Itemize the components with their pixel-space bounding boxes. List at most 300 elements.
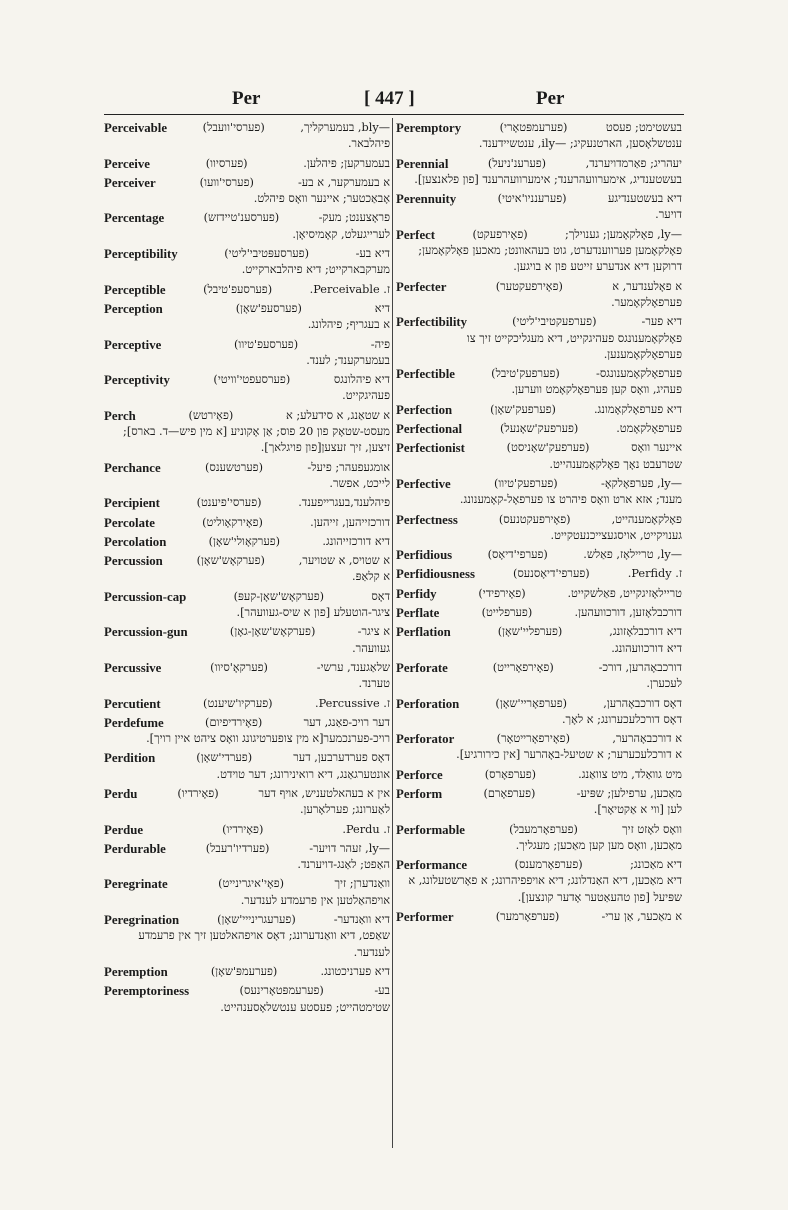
pronunciation: (פערענ'ניעל) [487,156,547,170]
entry-first-line [104,822,390,838]
dictionary-entry [104,786,390,819]
headword: Perch [104,408,136,423]
entry-first-line [104,534,390,550]
headword: Perdition [104,751,156,766]
definition-continuation: שטרעבט נאָך פאָלקאָמענהייט. [549,457,682,471]
entry-first-line [396,512,682,528]
dictionary-entry [396,547,682,563]
dictionary-entry [396,909,682,925]
definition-continuation: אויפהאַלטען אין פרעמדע לענדער. [240,893,390,907]
entry-first-line [396,566,682,582]
page-header [0,88,788,114]
definition-start: בעשטימט; פעסט [605,121,682,134]
headword: Peremption [104,964,168,979]
definition-continuation: דיא מאַכען, דיא האַנדלונג; דיא אויפפיהרונג; א פאָרשטעלונג, א שפּיעל [פון טהעאַטער אָדער קונצען]. [408,874,682,904]
definition-start: א שטויס, א שטויער, [298,554,390,568]
dictionary-entry [104,876,390,909]
pronunciation: (פאָירטש) [188,408,234,422]
dictionary-entry [396,279,682,312]
entry-first-line [396,586,682,602]
definition-start: פערפאָלקאָמט. [616,422,682,436]
definition-continuation: מענד; אזא ארט וואָס פיהרט צו פערפאָל-קאָמענונג. [459,493,682,507]
headword: Perfectibility [396,315,468,330]
headword: Percussion-gun [104,625,188,640]
definition-start: א מאַכער, אַן ערי- [601,910,682,924]
definition-start: א פאָלענדער, א [612,279,682,293]
entry-first-line [104,589,390,605]
definition-start: דאָס פערדערבען, דער [293,751,390,765]
dictionary-entry [396,624,682,657]
entry-first-line [104,696,390,712]
definition-continuation: לאַערונג; פערלאָרען. [299,803,390,817]
entry-first-line [396,402,682,418]
headword: Perforce [396,767,443,782]
definition-start: א דורכבאָהרער, [612,732,682,746]
dictionary-entry [104,964,390,980]
headword: Perfect [396,227,436,242]
headword: Perforator [396,732,455,747]
dictionary-entry [104,515,390,531]
entry-first-line [104,624,390,640]
definition-start: בעמערקען; פיהלען. [303,156,390,170]
entry-first-line [104,715,390,731]
entry-first-line [396,660,682,676]
pronunciation: (פערפאָרמער) [495,910,560,924]
definition-start: דער רויכ-פאַנג, דער [303,715,390,729]
definition-start: דיא פערפאָלקאָמונג. [593,402,682,416]
definition-start: דיא פער- [641,315,682,329]
dictionary-entry [104,553,390,586]
headword: Performable [396,822,465,837]
dictionary-entry [104,175,390,208]
pronunciation: (פערדיו'רעבל) [205,841,270,855]
pronunciation: (פערעמפּטאָרינעס) [239,984,324,998]
entry-first-line [396,279,682,295]
headword: Percussive [104,660,162,675]
definition-continuation: טערנד. [358,677,390,691]
entry-first-line [104,876,390,892]
definition-continuation: שטימטהייט; פעסטע ענטשלאָסענהייט. [220,1000,390,1014]
headword: Perfidious [396,548,453,563]
headword: Perdefume [104,715,164,730]
pronunciation: (פערפאָרם) [483,786,536,800]
pronunciation: (פערקאָולי'שאָן) [208,534,281,548]
definition-continuation: דאָס דורכלעכערונג; א לאָך. [561,712,682,726]
definition-start: יעהריג; פאַרמדויערנד, [585,156,682,170]
dictionary-entry [396,421,682,437]
definition-start: אין א בעהאלטעניש, אויף דער [258,786,390,800]
definition-start: דיא דורכזייהונג. [322,534,390,548]
dictionary-entry [104,495,390,511]
entry-first-line [104,750,390,766]
pronunciation: (פערקאָש'שאָן-גאָן) [229,625,316,639]
definition-start: דורכזייהען, זייהען. [310,515,390,529]
headword: Percentage [104,211,165,226]
pronunciation: (פערענניו'איטי) [497,192,567,206]
entry-first-line [104,912,390,928]
dictionary-entry [104,534,390,550]
pronunciation: (פערסי'וועו) [199,175,254,189]
definition-continuation: שאַפט, דיא וואַנדערונג; דאָס אויפהאלטען זיך אין פרעמדע לענדער. [138,929,390,959]
dictionary-entry [396,566,682,582]
headword: Performance [396,858,468,873]
entry-first-line [104,460,390,476]
dictionary-entry [396,440,682,473]
entry-first-line [396,547,682,563]
entry-first-line [396,822,682,838]
entry-first-line [104,786,390,802]
headword: Perfection [396,402,453,417]
definition-start: ז. Percussive. [315,696,390,710]
definition-start: דאָס דורכבאָהרען, [603,696,682,710]
definition-start: —ly, טריילאָז, פאַלש. [583,548,682,562]
dictionary-entry [104,696,390,712]
pronunciation: (פערפעק'טיבל) [491,367,560,381]
pronunciation: (פאָירדיפיום) [205,715,263,729]
headword: Perdue [104,822,144,837]
definition-start: א שטאַנג, א סידעלע; א [285,408,390,422]
pronunciation: (פערפעק'טיוו) [494,476,558,490]
definition-continuation: א דורכלעכערער; א שטיעל-באָהרער [אין כירורגיע]. [456,748,682,762]
pronunciation: (פאָירפעקטער) [495,279,563,293]
pronunciation: (פערפי'דיאָס) [487,548,548,562]
entry-first-line [396,909,682,925]
pronunciation: (פערפליי'שאָן) [497,625,563,639]
entry-first-line [396,421,682,437]
definition-continuation: פיהלבאר. [347,137,390,151]
entry-first-line [396,731,682,747]
pronunciation: (פערסעפ'טיוו) [234,337,299,351]
dictionary-entry [396,586,682,602]
pronunciation: (פערעמפּטאָרי) [499,121,568,134]
headword: Perceivable [104,121,168,135]
headword: Percussion [104,554,163,569]
dictionary-entry [396,767,682,783]
dictionary-entry [396,857,682,906]
definition-continuation: מערקבארקייט; דיא פיהלבארקייט. [241,263,390,277]
headword: Percolation [104,534,167,549]
dictionary-entry [104,282,390,298]
definition-continuation: ציגר-הוטעלע [פון א שיס-געוועהר]. [236,606,390,620]
dictionary-entry [104,156,390,172]
headword: Perceptive [104,337,162,352]
definition-start: טריילאָזיגקייט, פאַלשקייט. [567,586,682,600]
definition-continuation: גענויקייט, אויסגעצייכנעטקייט. [550,528,682,542]
definition-continuation: פאָלקאָמען פערווענדערט, גוט בעהאוונט; מאכען פאָלקאָמען; דרוקען דיא אנדערע זייטע פון א בויגען. [418,244,682,274]
dictionary-entry [104,822,390,838]
headword: Peregrination [104,913,180,928]
dictionary-entry [396,605,682,621]
headword: Perfidiousness [396,567,475,582]
dictionary-entry [104,912,390,961]
dictionary-entry [104,246,390,279]
definition-start: דיא [374,301,390,315]
entry-first-line [104,964,390,980]
dictionary-entry [104,983,390,1016]
entry-first-line [396,314,682,330]
definition-start: ז. Perfidy. [627,567,682,581]
pronunciation: (פערקאָש'שאָן-קעפּ) [233,589,325,603]
dictionary-entry [396,227,682,276]
pronunciation: (פערטשענס) [205,460,263,474]
dictionary-entry [396,476,682,509]
definition-start: דורכבאָהרען, דורכ- [598,660,682,674]
dictionary-entry [396,314,682,363]
headword: Perfectible [396,367,455,382]
pronunciation: (פערפעק'שאָנעל) [500,422,579,436]
pronunciation: (פערקיו'שיענט) [203,696,273,710]
dictionary-entry [104,408,390,457]
dictionary-entry [104,372,390,405]
entry-first-line [104,337,390,353]
entry-first-line [104,246,390,262]
dictionary-entry [104,841,390,874]
headword: Perfecter [396,279,447,294]
entry-first-line [396,366,682,382]
definition-continuation: א בעגריף; פיהלונג. [307,318,390,332]
entry-first-line [396,786,682,802]
pronunciation: (פערפאָרמעבל) [509,822,578,836]
entry-first-line [104,553,390,569]
dictionary-entry [104,210,390,243]
pronunciation: (פערסיוו) [205,156,248,170]
definition-start: א ציגר- [357,625,390,639]
pronunciation: (פערסעפטי'וויטי) [213,373,291,387]
dictionary-entry [104,337,390,370]
pronunciation: (פאָירדיו) [222,822,264,836]
definition-start: ז. Perceivable. [309,282,390,296]
dictionary-entry [396,731,682,764]
pronunciation: (פערפעקטיבי'ליטי) [512,315,597,329]
headword: Perceptible [104,282,166,297]
definition-start: דיא בעשטענדיגע [607,192,682,206]
definition-start: וואַנדערן; זיך [334,877,390,891]
entry-first-line [104,210,390,226]
entry-first-line [396,440,682,456]
entry-first-line [396,767,682,783]
definition-continuation: האַפט; לאַנג-דויערנד. [297,858,390,872]
definition-continuation: בעמערקענד; לענד. [306,353,390,367]
entry-first-line [104,156,390,172]
entry-first-line [396,857,682,873]
definition-start: דיא פערניכטונג. [320,964,390,978]
headword: Perceptivity [104,373,170,388]
definition-continuation: דיא דורכוועהונג. [611,641,682,655]
entry-first-line [104,983,390,999]
entry-first-line [396,156,682,172]
headword: Perflation [396,625,451,640]
definition-continuation: מעסט-שטאָק פון 20 פוס; אַן אָקוניע [א מין פיש—ד. בארס]; זיצען, זיך זעצען[פון פויגלאך]. [123,425,390,455]
pronunciation: (פערקאָ'סיוו) [210,660,268,674]
headword: Perfective [396,476,451,491]
page-number: [ 447 ] [364,88,415,109]
entry-first-line [396,227,682,243]
headword: Perforate [396,660,448,675]
pronunciation: (פערקאָש'שאָן) [196,554,265,568]
pronunciation: (פערסעפּטיבי'ליטי) [224,247,309,261]
definition-continuation: אָבאַכטער; איינער וואָס פיהלט. [253,192,390,206]
dictionary-entry [396,191,682,224]
headword: Peremptoriness [104,984,190,999]
entry-first-line [396,696,682,712]
entry-first-line [104,841,390,857]
pronunciation: (פערפאָרס) [484,767,537,781]
dictionary-entry [396,696,682,729]
entry-first-line [104,372,390,388]
definition-continuation: מאַכען, וואָס מען קען מאַכען; מעגליך. [515,838,682,852]
dictionary-entry [396,786,682,819]
pronunciation: (פערפאָריי'שאָן) [495,696,568,710]
definition-continuation: א קלאַפּ. [352,570,390,584]
headword: Perchance [104,460,161,475]
dictionary-entry [104,589,390,622]
pronunciation: (פאָי'איגרינייט) [218,877,285,891]
definition-start: דיא בע- [355,247,390,261]
headword: Perennial [396,156,449,171]
definition-start: איינער וואָס [631,441,682,455]
definition-start: מיט גוואַלד, מיט צוואַנג. [578,767,682,781]
definition-continuation: לען [ווי א אַקטיאָר]. [593,803,682,817]
entry-first-line [104,660,390,676]
dictionary-entry [396,660,682,693]
dictionary-entry [396,120,682,153]
headword: Perennuity [396,192,457,207]
dictionary-entry [396,156,682,189]
pronunciation: (פאָירפעקטנעס) [498,512,571,526]
headword: Percutient [104,696,161,711]
definition-start: ז. Perdu. [342,822,390,836]
entry-first-line [104,282,390,298]
column-divider [392,118,393,1148]
headword: Perceptibility [104,247,178,262]
pronunciation: (פערעמפּ'שאָן) [210,964,278,978]
headword: Perdu [104,786,138,801]
entry-first-line [104,495,390,511]
definition-continuation: פעהיג, וואָס קען פערפאָלקאָמט ווערען. [511,383,682,397]
definition-start: —ly, פערפאָלקאָ- [601,476,682,490]
headword: Perceive [104,156,150,171]
headword: Perform [396,786,443,801]
dictionary-entry [104,660,390,693]
right-column [396,120,682,1150]
entry-first-line [396,120,682,136]
dictionary-entry [396,366,682,399]
pronunciation: (פערסעפ'טיבל) [203,282,273,296]
definition-start: דיא מאַכונג; [630,858,682,872]
header-right-guide-word: Per [536,88,565,109]
entry-first-line [104,408,390,424]
definition-continuation: רויכ-פערנכמער[א מין צופערטיגונג וואָס ציהט איין רויך]. [146,732,390,746]
dictionary-entry [104,301,390,334]
entry-first-line [104,515,390,531]
headword: Perfectional [396,422,463,437]
pronunciation: (פאָירפאָרייט) [492,660,554,674]
headword: Perfectness [396,512,458,527]
definition-continuation: פעהיגקייט. [342,389,390,403]
definition-start: דיא פיהלונגס [333,373,390,387]
definition-start: פאָלקאָמענהייט, [611,512,682,526]
definition-start: —bly, בעמערקליך, [300,121,390,134]
headword: Perflate [396,606,440,621]
headword: Peregrinate [104,877,168,892]
entry-first-line [396,191,682,207]
pronunciation: (פערסי'וועבל) [202,121,265,134]
pronunciation: (פערפעק'שאָן) [490,402,556,416]
headword: Perception [104,301,163,316]
pronunciation: (פערפאָרמענס) [514,858,583,872]
headword: Perdurable [104,841,166,856]
definition-start: דורכבלאָזען, דורכוועהען. [574,606,682,620]
dictionary-entry [396,822,682,855]
definition-start: אומגעפעהר; פיעל- [307,460,390,474]
headword: Percolate [104,515,155,530]
pronunciation: (פאָירקאָוליט) [202,515,263,529]
header-left-guide-word: Per [232,88,261,109]
entry-first-line [104,301,390,317]
definition-start: א בעמערקער, א בע- [297,175,390,189]
pronunciation: (פאָירפאָרייטאָר) [496,732,571,746]
definition-start: פראָצענט; מעק- [318,211,390,225]
headword: Perforation [396,696,460,711]
definition-continuation: לעכערן. [646,677,682,691]
pronunciation: (פערדי'שאָן) [196,751,253,765]
definition-start: דיא וואַנדער- [333,913,390,927]
dictionary-entry [104,120,390,153]
entry-first-line [104,120,390,136]
definition-continuation: דויער. [655,208,682,222]
pronunciation: (פערעגרינייי'שאָן) [217,913,296,927]
dictionary-entry [104,624,390,657]
dictionary-entry [396,512,682,545]
headword: Percussion-cap [104,589,187,604]
entry-first-line [396,624,682,640]
dictionary-entry [396,402,682,418]
header-rule [104,114,684,115]
definition-start: וואָס לאָזט זיך [622,822,682,836]
definition-continuation: בעשטענדיג, אימערוועהרענד; אימערוועהרענד [פון פלאנצען]. [414,172,682,186]
headword: Peremptory [396,121,462,135]
definition-start: דיא דורכבלאָזונג, [609,625,682,639]
entry-first-line [396,476,682,492]
pronunciation: (פערסי'פיענט) [196,496,262,510]
pronunciation: (פאָירדיו) [177,786,219,800]
pronunciation: (פאָירפידי) [478,586,526,600]
pronunciation: (פערפי'דיאָסנעס) [512,567,590,581]
headword: Perfectionist [396,441,465,456]
definition-continuation: לייכט, אפשר. [329,476,390,490]
pronunciation: (פאָירפעקט) [472,227,528,241]
definition-start: פיה- [370,337,390,351]
headword: Percipient [104,496,160,511]
headword: Perceiver [104,175,156,190]
definition-start: —ly, פאָלקאָמען; גענוילך; [565,227,682,241]
definition-start: —ly, זעהר דויער- [309,841,390,855]
headword: Performer [396,910,454,925]
entry-first-line [104,175,390,191]
definition-start: מאַכען, ערפילען; שפּיע- [576,786,682,800]
pronunciation: (פערפעק'שאָניסט) [506,441,590,455]
dictionary-entry [104,715,390,748]
dictionary-entry [104,750,390,783]
definition-start: פיהלענד,בעגרייפענד. [298,496,390,510]
definition-continuation: לערייגעלט, קאָמיסיאָן. [292,227,390,241]
headword: Perfidy [396,586,437,601]
pronunciation: (פערפלייט) [481,606,533,620]
definition-continuation: פאָלקאָמענונגס פעהיגקייט, דיא מעגליכקייט זיך צו פערפאָלקאָמענען. [466,331,682,361]
definition-continuation: פערפאָלקאָמער. [611,295,682,309]
pronunciation: (פערסענ'טיידזש) [203,211,280,225]
entry-first-line [396,605,682,621]
